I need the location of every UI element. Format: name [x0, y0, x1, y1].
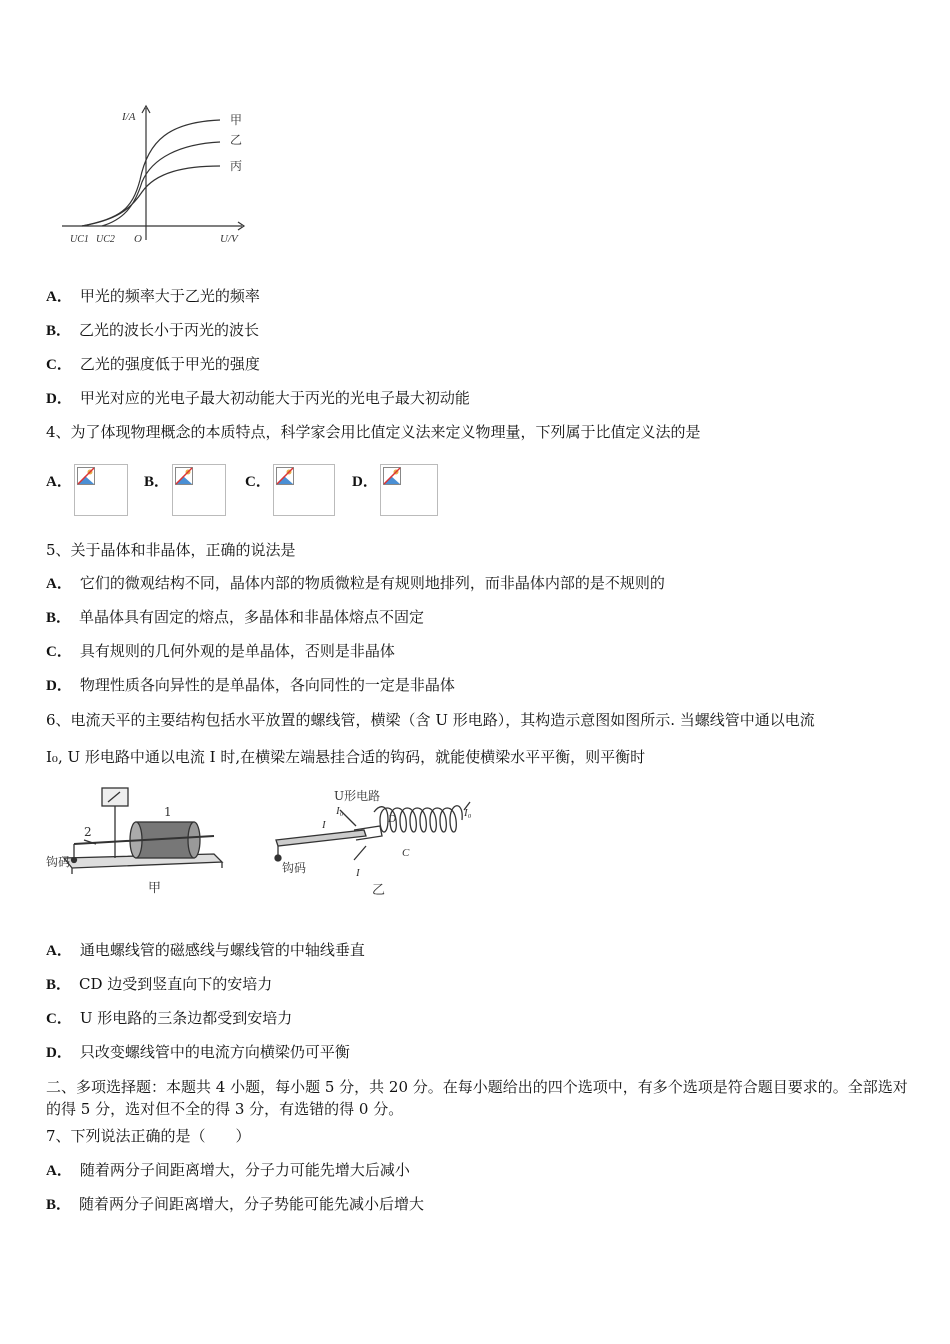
broken-image-icon	[77, 467, 95, 485]
q6-stem-line2: I₀, U 形电路中通以电流 I 时,在横梁左端悬挂合适的钩码，就能使横梁水平平衡，则平衡时	[46, 748, 646, 766]
q3-option-d: D． 甲光对应的光电子最大初动能大于丙光的光电子最大初动能	[46, 389, 470, 407]
q7-option-b: B． 随着两分子间距离增大，分子势能可能先减小后增大	[46, 1195, 425, 1213]
broken-image-icon	[383, 467, 401, 485]
q5-option-d: D． 物理性质各向异性的是单晶体，各向同性的一定是非晶体	[46, 676, 455, 694]
y-axis-label: I/A	[122, 111, 136, 123]
curve-label-yi: 乙	[230, 133, 243, 147]
q4-option-a-image	[74, 464, 128, 516]
i-label-top: I	[322, 819, 326, 831]
label-1: 1	[164, 805, 172, 819]
broken-image-icon	[276, 467, 294, 485]
q4-option-d-label: D．	[352, 474, 378, 490]
q5-option-b: B． 单晶体具有固定的熔点，多晶体和非晶体熔点不固定	[46, 608, 425, 626]
x-axis-label: U/V	[220, 233, 238, 245]
section-2-instructions: 二、多项选择题：本题共 4 小题，每小题 5 分，共 20 分。在每小题给出的四个选项中，有多个选项是符合题目要求的。全部选对的得 5 分，选对但不全的得 3 分，有选错的得 0 分。	[46, 1078, 908, 1118]
q4-stem: 4、为了体现物理概念的本质特点，科学家会用比值定义法来定义物理量，下列属于比值定义法的是	[46, 423, 701, 441]
c-label: C	[402, 847, 410, 859]
label-2: 2	[84, 825, 92, 839]
caption-yi: 乙	[372, 883, 386, 898]
q6-option-c: C． U 形电路的三条边都受到安培力	[46, 1009, 293, 1027]
u-circuit-label: U形电路	[334, 789, 381, 803]
q4-option-c-label: C．	[245, 474, 271, 490]
q6-option-a: A． 通电螺线管的磁感线与螺线管的中轴线垂直	[46, 941, 365, 959]
q3-option-c: C． 乙光的强度低于甲光的强度	[46, 355, 260, 373]
q5-option-c: C． 具有规则的几何外观的是单晶体，否则是非晶体	[46, 642, 395, 660]
i-label-bottom: I	[356, 867, 360, 879]
current-balance-figure	[44, 780, 484, 900]
hook-label-right: 钩码	[282, 861, 307, 875]
q4-option-c-image	[273, 464, 335, 516]
q7-option-a: A． 随着两分子间距离增大，分子力可能先增大后减小	[46, 1161, 410, 1179]
q3-option-a: A． 甲光的频率大于乙光的频率	[46, 287, 260, 305]
q4-option-b-label: B．	[144, 474, 170, 490]
curve-label-bing: 丙	[230, 159, 243, 173]
q4-option-d-image	[380, 464, 438, 516]
curve-label-jia: 甲	[230, 113, 243, 127]
uc2-label: UC2	[96, 234, 115, 245]
q6-option-d: D． 只改变螺线管中的电流方向横梁仍可平衡	[46, 1043, 350, 1061]
origin-label: O	[134, 233, 142, 245]
photoelectric-iu-graph	[60, 100, 260, 250]
q4-option-a-label: A．	[46, 474, 72, 490]
caption-jia: 甲	[148, 881, 162, 896]
q4-option-b-image	[172, 464, 226, 516]
broken-image-icon	[175, 467, 193, 485]
q5-stem: 5、关于晶体和非晶体，正确的说法是	[46, 541, 296, 559]
hook-label-left: 钩码	[46, 855, 71, 869]
q3-option-b: B． 乙光的波长小于丙光的波长	[46, 321, 260, 339]
q7-stem: 7、下列说法正确的是（ ）	[46, 1127, 251, 1145]
q6-option-b: B． CD 边受到竖直向下的安培力	[46, 975, 273, 993]
uc1-label: UC1	[70, 234, 89, 245]
q5-option-a: A． 它们的微观结构不同，晶体内部的物质微粒是有规则地排列，而非晶体内部的是不规则的	[46, 574, 665, 592]
q6-stem-line1: 6、电流天平的主要结构包括水平放置的螺线管，横梁（含 U 形电路），其构造示意图如图所示. 当螺线管中通以电流	[46, 711, 815, 729]
i0-label-right: I₀	[464, 807, 472, 819]
d-label: D	[388, 813, 396, 825]
i0-label-left: I₀	[336, 805, 344, 817]
